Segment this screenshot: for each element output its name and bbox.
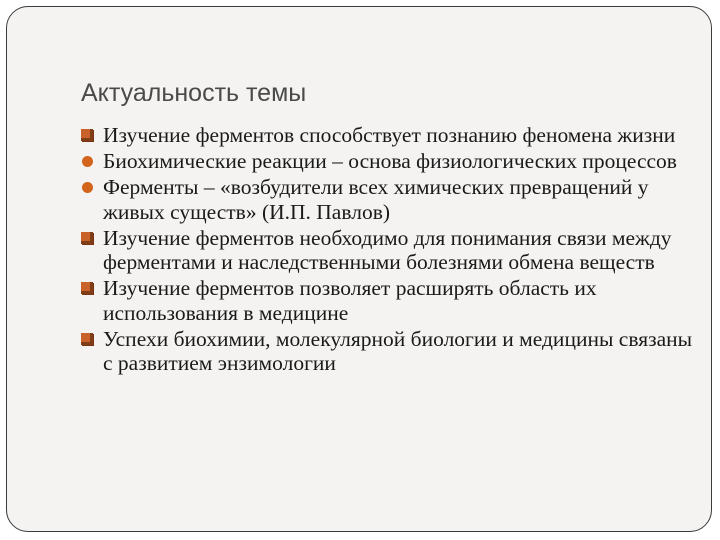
list-item <box>81 149 701 174</box>
list-item-text: Изучение ферментов позволяет расширять область их использования в медицине <box>103 276 597 325</box>
square-bullet-icon <box>81 129 93 141</box>
list-item-text: Успехи биохимии, молекулярной биологии и медицины связаны с развитием энзимологии <box>103 326 693 375</box>
list-item-text: Ферменты – «возбудители всех химических превращений у живых существ» (И.П. Павлов) <box>103 175 649 224</box>
square-bullet-icon <box>81 282 93 294</box>
list-item <box>81 123 701 148</box>
square-bullet-icon <box>81 333 93 345</box>
round-bullet-icon <box>82 156 93 167</box>
list-item-text: Изучение ферментов способствует познанию феномена жизни <box>103 123 676 147</box>
list-item-text: Изучение ферментов необходимо для понимания связи между ферментами и наследственными болезнями обмена веществ <box>103 225 672 274</box>
list-item <box>81 175 701 224</box>
bullet-list <box>81 123 701 377</box>
slide-title: Актуальность темы <box>81 79 307 107</box>
list-item <box>81 276 701 325</box>
square-bullet-icon <box>81 232 93 244</box>
list-item-text: Биохимические реакции – основа физиологических процессов <box>103 149 677 173</box>
slide <box>6 6 712 532</box>
list-item <box>81 327 701 376</box>
round-bullet-icon <box>82 182 93 193</box>
list-item <box>81 226 701 275</box>
